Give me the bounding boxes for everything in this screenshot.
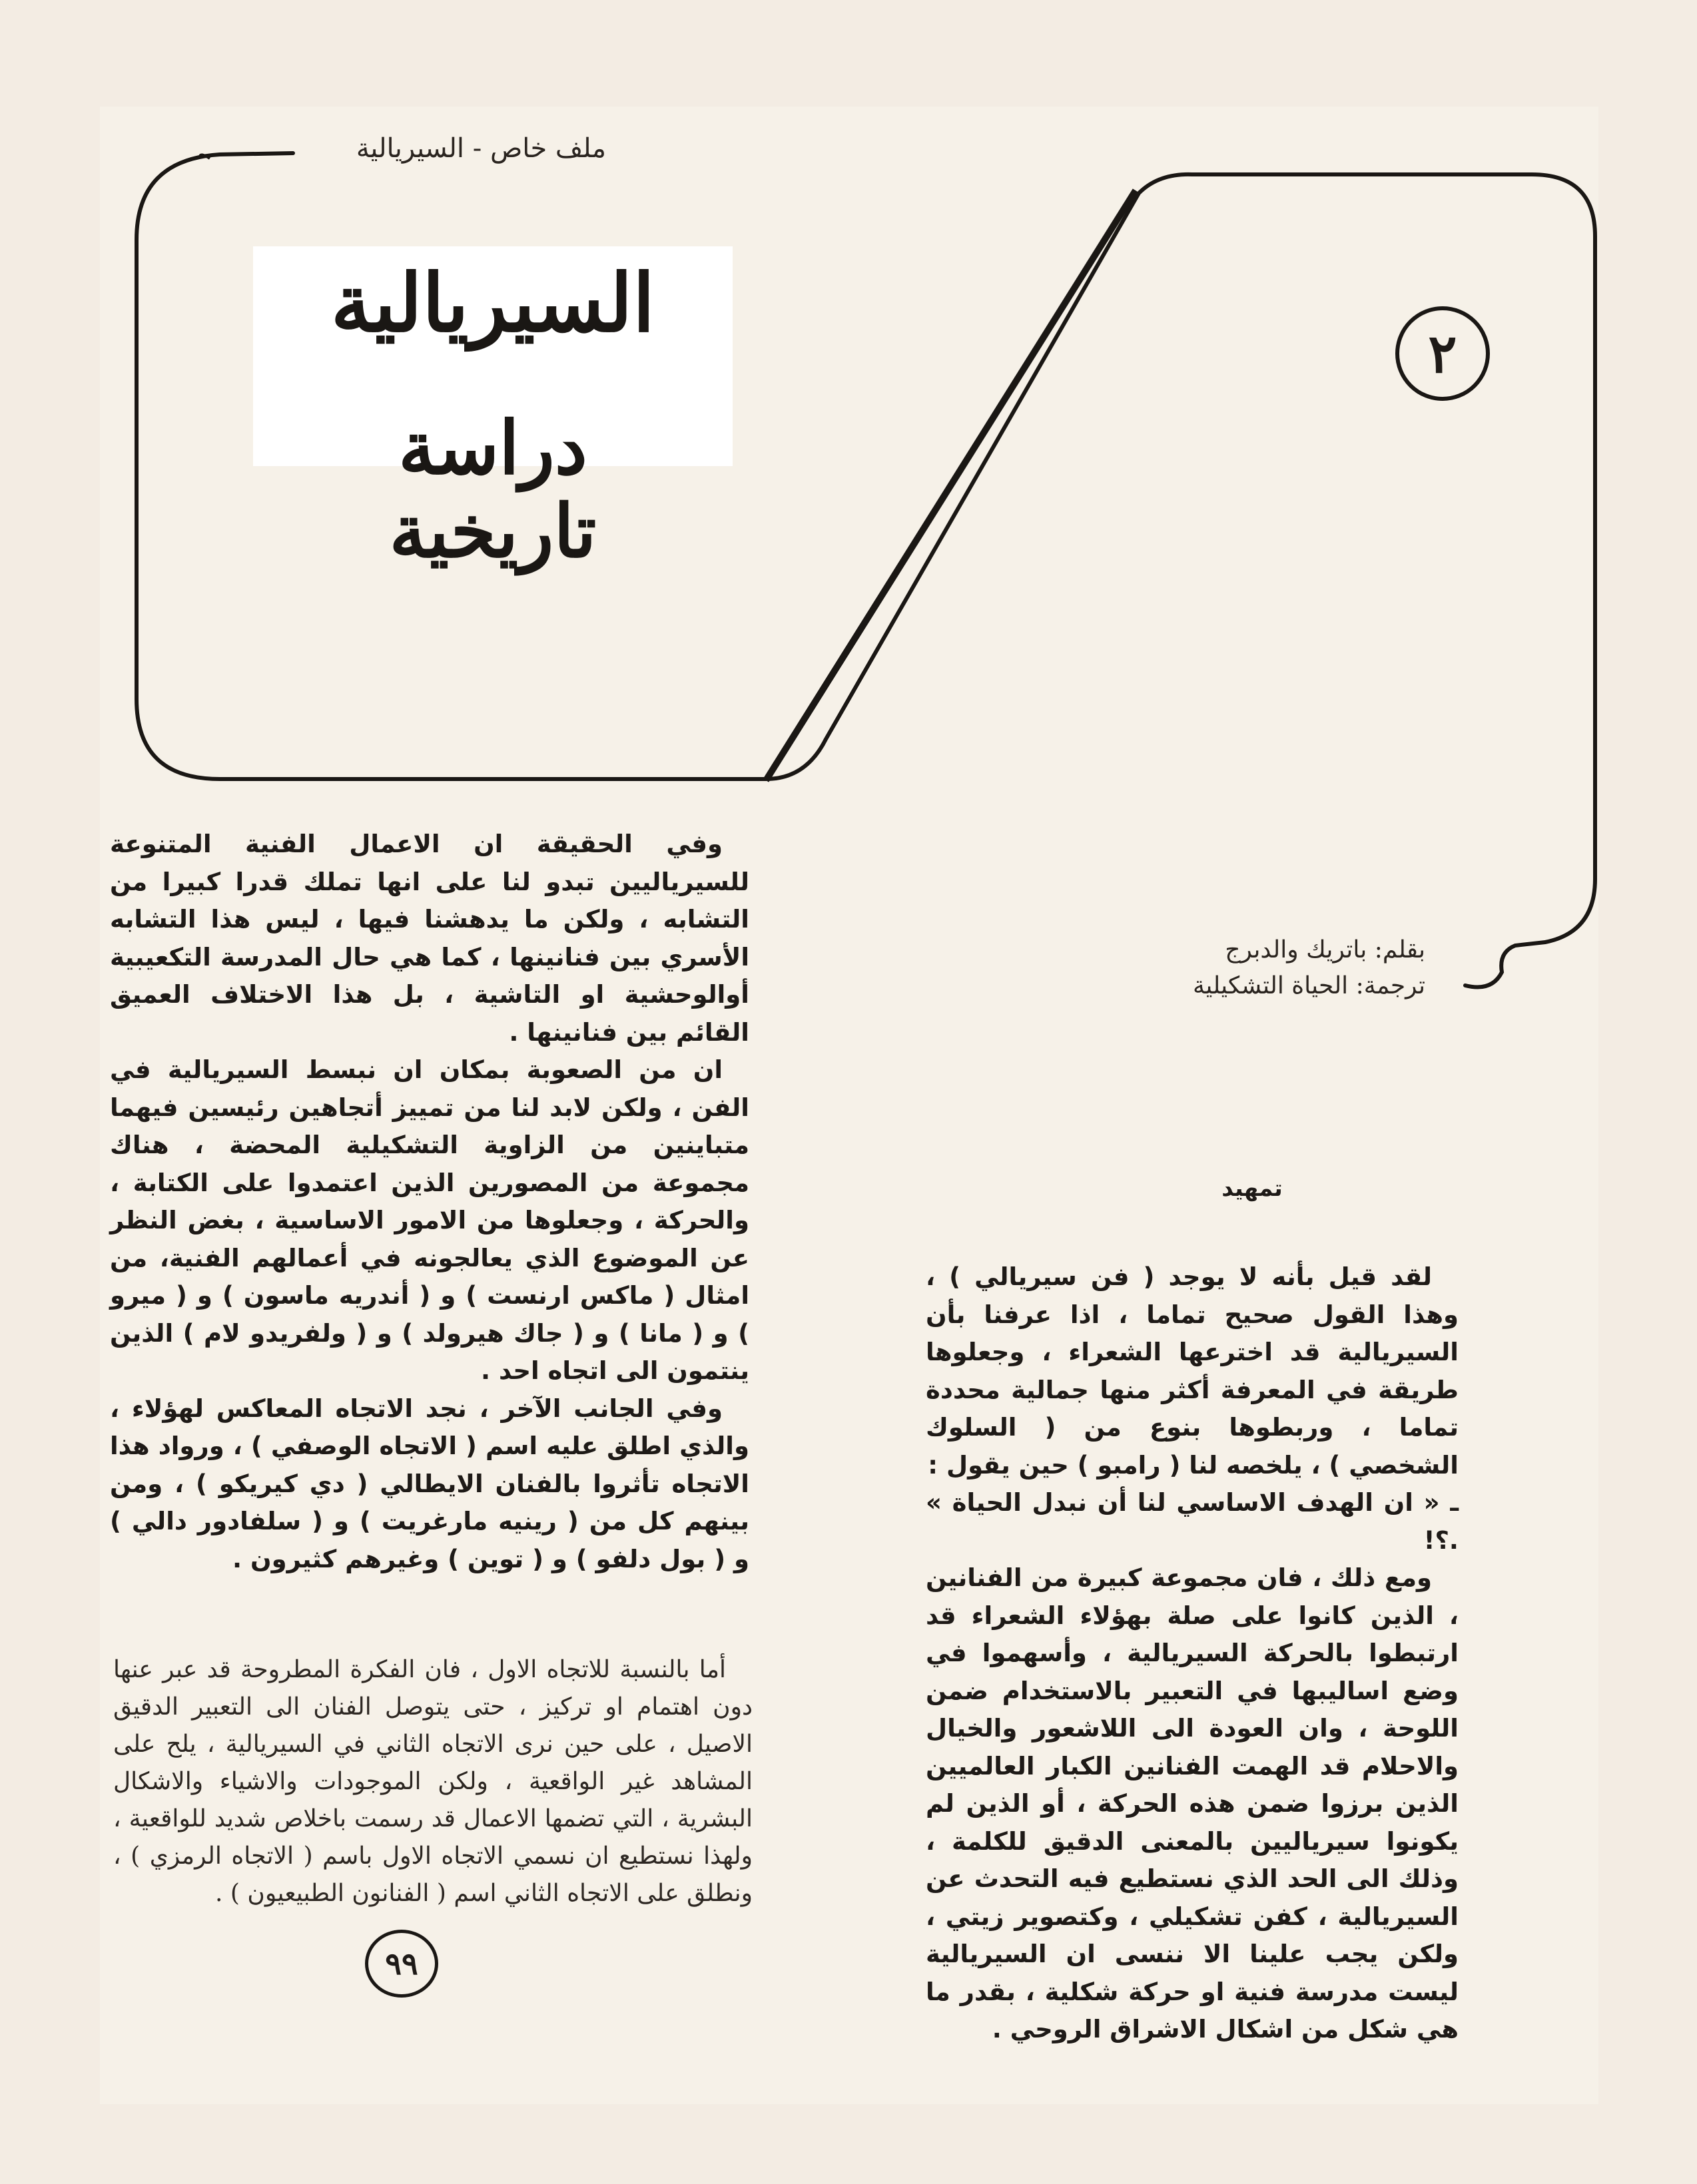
right-column [926,1258,1459,2049]
credits [1132,932,1425,1004]
paragraph: ان من الصعوبة بمكان ان نبسط السيريالية في الفن ، ولكن لابد لنا من تمييز أتجاهين رئيسين فيهما متباينين من الزاوية التشكيلية المحضة ، هناك مجموعة من المصورين الذين اعتمدوا على الكتابة ، والحركة ، وجعلوها من الامور الاساسية ، بغض النظر عن الموضوع الذي يعالجونه في أعمالهم الفنية، من امثال ( ماكس ارنست ) و ( أندريه ماسون ) و ( ميرو ) و ( مانا ) و ( جاك هيرولد ) و ( ولفريدو لام ) الذين ينتمون الى اتجاه احد . [110,1055,749,1385]
article-subtitle [280,406,706,573]
paragraph: وفي الحقيقة ان الاعمال الفنية المتنوعة للسيرياليين تبدو لنا على انها تملك قدرا كبيرا من التشابه ، ولكن ما يدهشنا فيها ، ليس هذا التشابه الأسري بين فنانينها ، كما هي حال المدرسة التكعيبية أوالوحشية او التاشية ، بل هذا الاختلاف العميق القائم بين فنانينها . [110,830,749,1047]
series-label: ملف خاص - السيريالية [356,133,606,164]
subtitle-line-1: دراسة [398,405,587,491]
part-number-badge: ٢ [1395,306,1490,401]
translator-credit: ترجمة: الحياة التشكيلية [1193,972,1425,999]
paragraph: وفي الجانب الآخر ، نجد الاتجاه المعاكس لهؤلاء ، والذي اطلق عليه اسم ( الاتجاه الوصفي ) ، ورواد هذا الاتجاه تأثروا بالفنان الايطالي ( دي كيريكو ) ، ومن بينهم كل من ( رينيه مارغريت ) و ( سلفادور دالي ) و ( بول دلفو ) و ( توين ) وغيرهم كثيرون . [110,1394,749,1573]
article-title: السيريالية [330,256,655,350]
paragraph: أما بالنسبة للاتجاه الاول ، فان الفكرة المطروحة قد عبر عنها دون اهتمام او تركيز ، حتى يتوصل الفنان الى التعبير الدقيق الاصيل ، على حين نرى الاتجاه الثاني في السيريالية ، يلح على المشاهد غير الواقعية ، ولكن الموجودات والاشياء والاشكال البشرية ، التي تضمها الاعمال قد رسمت باخلاص شديد للواقعية ، ولهذا نستطيع ان نسمي الاتجاه الاول باسم ( الاتجاه الرمزي ) ، ونطلق على الاتجاه الثاني اسم ( الفنانون الطبيعيون ) . [113,1656,753,1907]
paragraph: ومع ذلك ، فان مجموعة كبيرة من الفنانين ، الذين كانوا على صلة بهؤلاء الشعراء قد ارتبطوا بالحركة السيريالية ، وأسهموا في وضع اساليبها في التعبير بالاستخدام ضمن اللوحة ، وان العودة الى اللاشعور والخيال والاحلام قد الهمت الفنانين الكبار العالميين الذين برزوا ضمن هذه الحركة ، أو الذين لم يكونوا سيرياليين بالمعنى الدقيق للكلمة ، وذلك الى الحد الذي نستطيع فيه التحدث عن السيريالية ، كفن تشكيلي ، وكتصوير زيتي ، ولكن يجب علينا الا ننسى ان السيريالية ليست مدرسة فنية او حركة شكلية ، بقدر ما هي شكل من اشكال الاشراق الروحي . [926,1563,1459,2044]
left-column-continued [113,1651,753,1912]
subtitle-line-2: تاريخية [389,488,597,574]
paragraph: لقد قيل بأنه لا يوجد ( فن سيريالي ) ، وهذا القول صحيح تماما ، اذا عرفنا بأن السيريالية قد اخترعها الشعراء ، وجعلوها طريقة في المعرفة أكثر منها جمالية محددة تماما ، وربطوها بنوع من ( السلوك الشخصي ) ، يلخصه لنا ( رامبو ) حين يقول : [926,1262,1459,1480]
author-credit: بقلم: باتريك والدبرج [1225,936,1425,963]
quote: ـ « ان الهدف الاساسي لنا أن نبدل الحياة » .؟! [926,1488,1459,1555]
left-column [110,826,749,1578]
page-number: ٩٩ [365,1930,438,1998]
intro-heading: تمهيد [1221,1175,1283,1202]
